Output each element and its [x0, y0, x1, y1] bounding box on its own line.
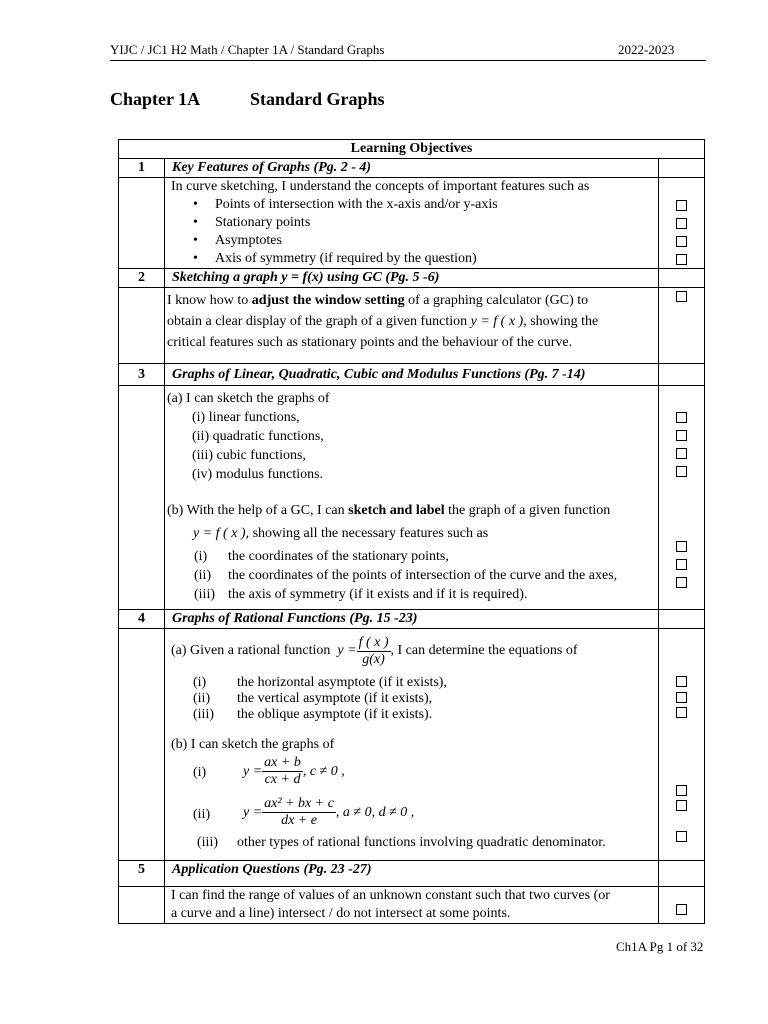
checkbox[interactable]	[676, 707, 687, 718]
chapter-title: Standard Graphs	[250, 89, 385, 109]
checkbox[interactable]	[676, 448, 687, 459]
list-item: • Points of intersection with the x-axis and/or y-axis	[215, 196, 658, 214]
list-item: (ii) the coordinates of the points of intersection of the curve and the axes,	[194, 568, 618, 583]
list-item: (iv) modulus functions.	[192, 467, 324, 482]
checkbox[interactable]	[676, 291, 687, 302]
list-item: (ii) y = $\frac{\text{ax² + bx + c}}{dx + e}$ , a ≠ 0, d ≠ 0 ,	[193, 796, 415, 828]
list-item: (iii) the oblique asymptote (if it exists).	[193, 707, 433, 722]
section-number: 5	[119, 861, 165, 887]
list-item: (i) y = $\frac{ax + b}{cx + d}$ , c ≠ 0 ,	[193, 755, 345, 787]
list-item: • Stationary points	[215, 214, 658, 232]
header-rule	[110, 60, 706, 61]
checkbox[interactable]	[676, 218, 687, 229]
checkbox[interactable]	[676, 831, 687, 842]
checkbox[interactable]	[676, 236, 687, 247]
table-heading: Learning Objectives	[119, 140, 705, 159]
section-number: 3	[119, 364, 165, 386]
page-footer: Ch1A Pg 1 of 32	[616, 939, 704, 954]
checkbox[interactable]	[676, 541, 687, 552]
checkbox[interactable]	[676, 904, 687, 915]
checkbox[interactable]	[676, 430, 687, 441]
list-item: (ii) quadratic functions,	[192, 429, 324, 444]
section-title: Sketching a graph y = f(x) using GC (Pg. 5 -6)	[165, 269, 659, 288]
section-body: (a) I can sketch the graphs of (i) linear functions, (ii) quadratic functions, (iii) cubic functions, (iv) modulus functions. (b) With the help of a GC, I can sketch and label the graph of a given function y = f ( x ), showing all the necessary features such as (i) the coordinates of the stationary points, (ii) the coordinates of the points of intersection of the curve and the axes, (iii) the axis of symmetry (if it exists and if it is required).	[165, 386, 659, 610]
list-item: (i) linear functions,	[192, 410, 300, 425]
checkbox[interactable]	[676, 200, 687, 211]
section-body: I know how to adjust the window setting of a graphing calculator (GC) to obtain a clear display of the graph of a given function y = f ( x ), showing the critical features such as stationary points and the behaviour of the curve.	[165, 288, 659, 364]
list-item: (i) the coordinates of the stationary points,	[194, 549, 449, 564]
checkbox[interactable]	[676, 412, 687, 423]
section-title: Key Features of Graphs (Pg. 2 - 4)	[165, 159, 659, 178]
checkbox[interactable]	[676, 692, 687, 703]
checkbox[interactable]	[676, 800, 687, 811]
running-header-left: YIJC / JC1 H2 Math / Chapter 1A / Standard Graphs	[110, 42, 385, 57]
section-body: (a) Given a rational function y = $\frac{f ( x )}{g(x)}$ , I can determine the equations of (i) the horizontal asymptote (if it exists), (ii) the vertical asymptote (if it exists), (iii) the oblique asymptote (if it exists). (b) I can sketch the graphs of (i) y = $\frac{ax + b}{cx + d}$ , c ≠ 0 , (ii) y = $\frac{\text{ax² + bx + c}}{dx + e}$ , a ≠ 0, d ≠ 0 , (iii) other types of rational functions involving quadratic denominator.	[165, 629, 659, 861]
section-title: Application Questions (Pg. 23 -27)	[165, 861, 659, 887]
section-number: 2	[119, 269, 165, 288]
list-item: (i) the horizontal asymptote (if it exists),	[193, 675, 447, 690]
checkbox[interactable]	[676, 559, 687, 570]
checkbox[interactable]	[676, 466, 687, 477]
list-item: (iii) other types of rational functions involving quadratic denominator.	[197, 835, 606, 850]
section-number: 4	[119, 610, 165, 629]
checkbox[interactable]	[676, 577, 687, 588]
list-item: (iii) the axis of symmetry (if it exists and if it is required).	[194, 587, 528, 602]
learning-objectives-table	[118, 139, 705, 924]
checkbox[interactable]	[676, 676, 687, 687]
section-title: Graphs of Rational Functions (Pg. 15 -23)	[165, 610, 659, 629]
running-header-right: 2022-2023	[618, 42, 675, 57]
list-item: (iii) cubic functions,	[192, 448, 306, 463]
checkbox[interactable]	[676, 254, 687, 265]
section-body: I can find the range of values of an unknown constant such that two curves (or a curve and a line) intersect / do not intersect at some points.	[165, 887, 659, 924]
list-item: • Axis of symmetry (if required by the question)	[215, 250, 658, 268]
chapter-number: Chapter 1A	[110, 89, 201, 109]
section-title: Graphs of Linear, Quadratic, Cubic and Modulus Functions (Pg. 7 -14)	[165, 364, 659, 386]
checkbox[interactable]	[676, 785, 687, 796]
list-item: (ii) the vertical asymptote (if it exists),	[193, 691, 433, 706]
bullet-list	[171, 196, 658, 268]
list-item: • Asymptotes	[215, 232, 658, 250]
section-body: In curve sketching, I understand the concepts of important features such as • Points of intersection with the x-axis and/or y-axis • Stationary points • Asymptotes • Axis of symmetry (if required by the question)	[165, 178, 659, 269]
section-number: 1	[119, 159, 165, 178]
